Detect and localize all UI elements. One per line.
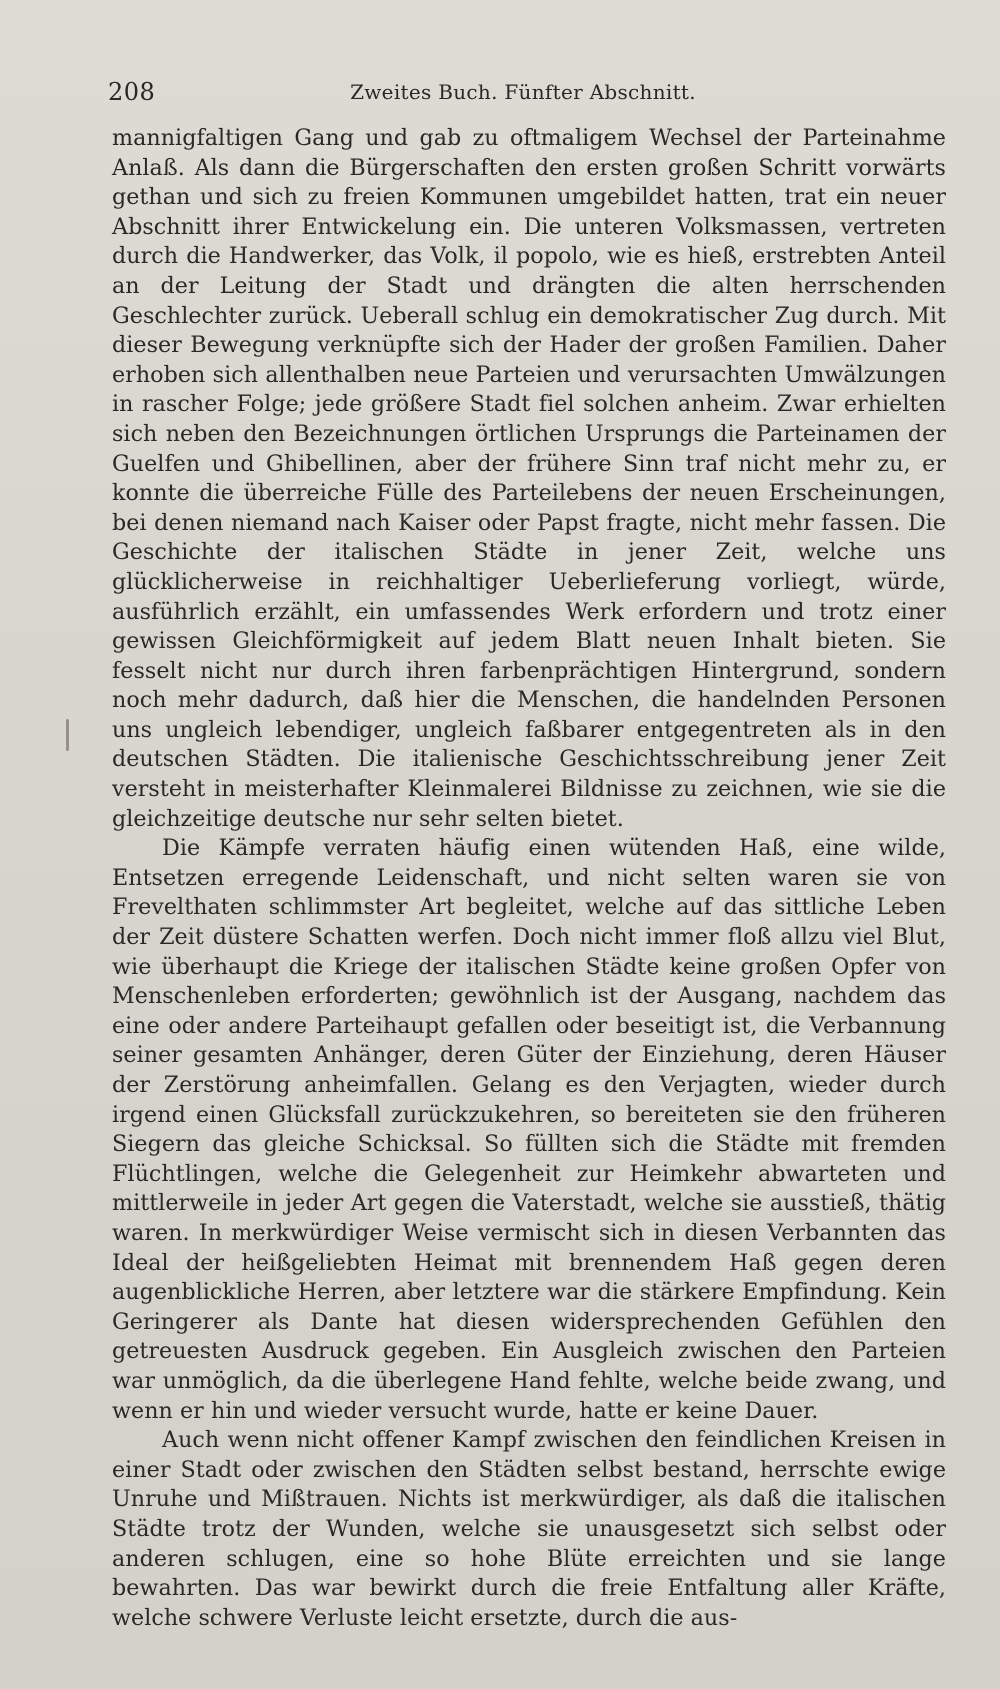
page-header (108, 70, 938, 110)
paragraph-1: mannigfaltigen Gang und gab zu oftmaligem Wechsel der Parteinahme Anlaß. Als dann die Bürgerschaften den ersten großen Schritt vorwärts gethan und sich zu freien Kommunen umgebildet hatten, trat ein neuer Abschnitt ihrer Entwickelung ein. Die unteren Volksmassen, vertreten durch die Handwerker, das Volk, il popolo, wie es hieß, erstrebten Anteil an der Leitung der Stadt und drängten die alten herrschenden Geschlechter zurück. Ueberall schlug ein demokratischer Zug durch. Mit dieser Bewegung verknüpfte sich der Hader der großen Familien. Daher erhoben sich allenthalben neue Parteien und verursachten Umwälzungen in rascher Folge; jede größere Stadt fiel solchen anheim. Zwar erhielten sich neben den Bezeichnungen örtlichen Ursprungs die Parteinamen der Guelfen und Ghibellinen, aber der frühere Sinn traf nicht mehr zu, er konnte die überreiche Fülle des Parteilebens der neuen Erscheinungen, bei denen niemand nach Kaiser oder Papst fragte, nicht mehr fassen. Die Geschichte der italischen Städte in jener Zeit, welche uns glücklicherweise in reichhaltiger Ueberlieferung vorliegt, würde, ausführlich erzählt, ein umfassendes Werk erfordern und trotz einer gewissen Gleichförmigkeit auf jedem Blatt neuen Inhalt bieten. Sie fesselt nicht nur durch ihren farbenprächtigen Hintergrund, sondern noch mehr dadurch, daß hier die Menschen, die handelnden Personen uns ungleich lebendiger, ungleich faßbarer entgegentreten als in den deutschen Städten. Die italienische Geschichtsschreibung jener Zeit versteht in meisterhafter Kleinmalerei Bildnisse zu zeichnen, wie sie die gleichzeitige deutsche nur sehr selten bietet. (112, 125, 946, 832)
paragraph-2: Die Kämpfe verraten häufig einen wütenden Haß, eine wilde, Entsetzen erregende Leidenschaft, und nicht selten waren sie von Frevelthaten schlimmster Art begleitet, welche auf das sittliche Leben der Zeit düstere Schatten werfen. Doch nicht immer floß allzu viel Blut, wie überhaupt die Kriege der italischen Städte keine großen Opfer von Menschenleben erforderten; gewöhnlich ist der Ausgang, nachdem das eine oder andere Parteihaupt gefallen oder beseitigt ist, die Verbannung seiner gesamten Anhänger, deren Güter der Einziehung, deren Häuser der Zerstörung anheimfallen. Gelang es den Verjagten, wieder durch irgend einen Glücksfall zurückzukehren, so bereiteten sie den früheren Siegern das gleiche Schicksal. So füllten sich die Städte mit fremden Flüchtlingen, welche die Gelegenheit zur Heimkehr abwarteten und mittlerweile in jeder Art gegen die Vaterstadt, welche sie ausstieß, thätig waren. In merkwürdiger Weise vermischt sich in diesen Verbannten das Ideal der heißgeliebten Heimat mit brennendem Haß gegen deren augenblickliche Herren, aber letztere war die stärkere Empfindung. Kein Geringerer als Dante hat diesen widersprechenden Gefühlen den getreuesten Ausdruck gegeben. Ein Ausgleich zwischen den Parteien war unmöglich, da die überlegene Hand fehlte, welche beide zwang, und wenn er hin und wieder versucht wurde, hatte er keine Dauer. (112, 835, 946, 1424)
running-head: Zweites Buch. Fünfter Abschnitt. (350, 80, 696, 104)
page-number: 208 (108, 78, 156, 106)
margin-mark (66, 719, 69, 751)
body-text (112, 124, 946, 1633)
paragraph-3: Auch wenn nicht offener Kampf zwischen den feindlichen Kreisen in einer Stadt oder zwischen den Städten selbst bestand, herrschte ewige Unruhe und Mißtrauen. Nichts ist merkwürdiger, als daß die italischen Städte trotz der Wunden, welche sie unausgesetzt sich selbst oder anderen schlugen, eine so hohe Blüte erreichten und sie lange bewahrten. Das war bewirkt durch die freie Entfaltung aller Kräfte, welche schwere Verluste leicht ersetzte, durch die aus- (112, 1427, 946, 1631)
